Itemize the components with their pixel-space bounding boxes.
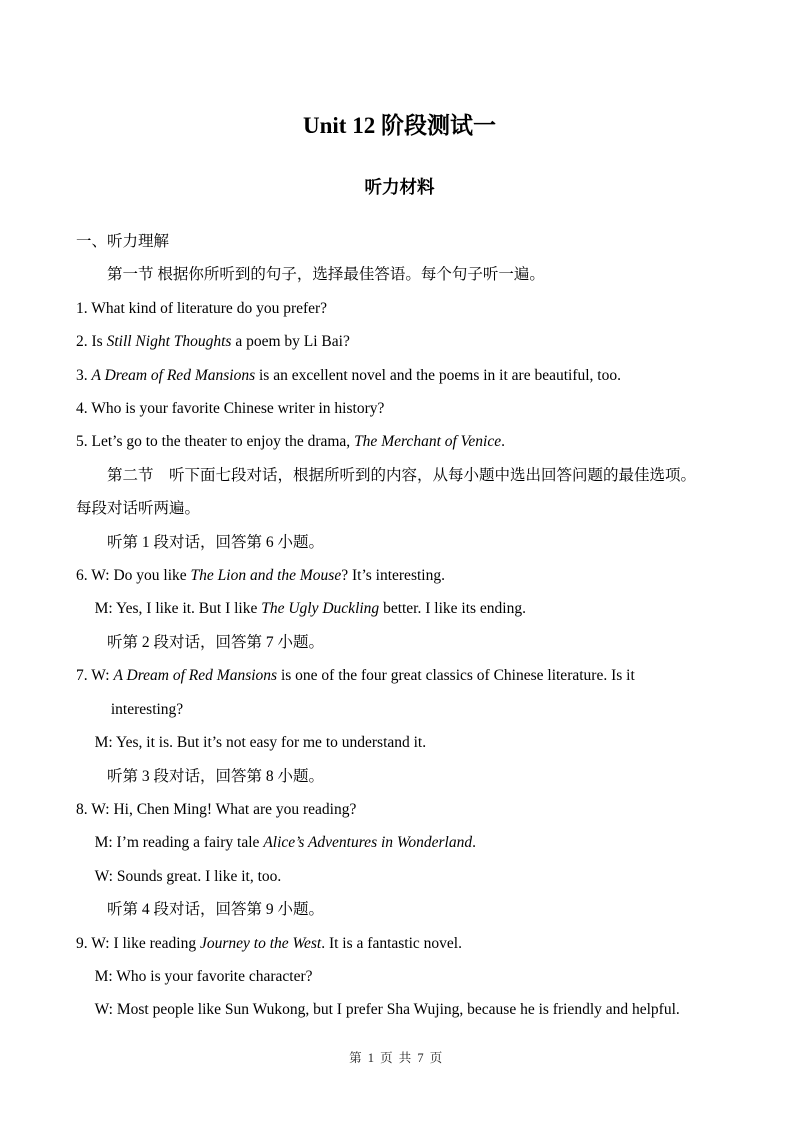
text-segment: 听第 2 段对话，回答第 7 小题。 <box>107 633 325 651</box>
text-segment: M: Yes, it is. But it’s not easy for me to understand it. <box>94 734 427 752</box>
italic-text-segment: A Dream of Red Mansions <box>91 366 256 384</box>
text-segment: W: Most people like Sun Wukong, but I prefer Sha Wujing, because he is friendly and helpful. <box>94 1001 680 1019</box>
text-line <box>76 793 723 826</box>
text-line <box>76 927 723 960</box>
text-line <box>76 459 723 492</box>
text-segment: 第一节 根据你所听到的句子，选择最佳答语。每个句子听一遍。 <box>107 266 545 284</box>
text-segment: 每段对话听两遍。 <box>76 500 201 518</box>
text-segment: W: Sounds great. I like it, too. <box>94 867 282 885</box>
text-segment: 2. Is <box>76 333 107 351</box>
text-line <box>76 292 723 325</box>
text-segment: 听第 4 段对话，回答第 9 小题。 <box>107 901 325 919</box>
text-line <box>76 425 723 458</box>
text-line <box>76 860 723 893</box>
page-footer: 第 1 页 共 7 页 <box>349 1051 444 1065</box>
text-segment: 7. W: <box>76 667 114 685</box>
text-line <box>76 225 723 258</box>
italic-text-segment: The Merchant of Venice <box>354 433 502 451</box>
text-line <box>76 258 723 291</box>
text-line <box>76 693 723 726</box>
text-segment: a poem by Li Bai? <box>231 333 350 351</box>
text-line <box>76 359 723 392</box>
text-segment: better. I like its ending. <box>379 600 526 618</box>
text-segment: 6. W: Do you like <box>76 567 191 585</box>
italic-text-segment: Journey to the West <box>199 934 322 952</box>
text-line <box>76 760 723 793</box>
text-segment: . <box>501 433 505 451</box>
text-segment: M: Who is your favorite character? <box>94 967 313 985</box>
text-line <box>76 826 723 859</box>
text-segment: 1. What kind of literature do you prefer? <box>76 299 328 317</box>
text-line <box>76 392 723 425</box>
text-line <box>76 659 723 692</box>
document-body <box>76 225 723 1027</box>
text-segment: . <box>472 834 476 852</box>
text-segment: interesting? <box>110 700 184 718</box>
text-segment: 5. Let’s go to the theater to enjoy the drama, <box>76 433 355 451</box>
italic-text-segment: Alice’s Adventures in Wonderland <box>263 834 473 852</box>
text-segment: 听第 3 段对话，回答第 8 小题。 <box>107 767 325 785</box>
text-line <box>76 592 723 625</box>
text-segment: 4. Who is your favorite Chinese writer in history? <box>76 400 385 418</box>
document-subtitle: 听力材料 <box>364 177 435 197</box>
text-segment: 8. W: Hi, Chen Ming! What are you reading? <box>76 800 357 818</box>
text-segment: is one of the four great classics of Chinese literature. Is it <box>277 667 635 685</box>
text-segment: 9. W: I like reading <box>76 934 200 952</box>
text-segment: 第二节 听下面七段对话，根据所听到的内容，从每小题中选出回答问题的最佳选项。 <box>107 466 697 484</box>
text-line <box>76 526 723 559</box>
text-segment: M: Yes, I like it. But I like <box>94 600 262 618</box>
text-line <box>76 325 723 358</box>
text-line <box>76 993 723 1026</box>
text-segment: . It is a fantastic novel. <box>321 934 462 952</box>
text-segment: 一、听力理解 <box>76 233 170 250</box>
text-line <box>76 492 723 525</box>
text-line <box>76 559 723 592</box>
italic-text-segment: A Dream of Red Mansions <box>113 667 278 685</box>
italic-text-segment: The Ugly Duckling <box>261 600 380 618</box>
document-title: Unit 12 阶段测试一 <box>303 113 496 138</box>
text-line <box>76 893 723 926</box>
text-segment: is an excellent novel and the poems in it are beautiful, too. <box>255 366 621 384</box>
text-segment: 3. <box>76 366 92 384</box>
text-segment: M: I’m reading a fairy tale <box>94 834 264 852</box>
text-line <box>76 626 723 659</box>
italic-text-segment: The Lion and the Mouse <box>190 567 342 585</box>
text-segment: ? It’s interesting. <box>341 567 445 585</box>
text-segment: 听第 1 段对话，回答第 6 小题。 <box>107 533 325 551</box>
italic-text-segment: Still Night Thoughts <box>106 333 232 351</box>
text-line <box>76 726 723 759</box>
text-line <box>76 960 723 993</box>
